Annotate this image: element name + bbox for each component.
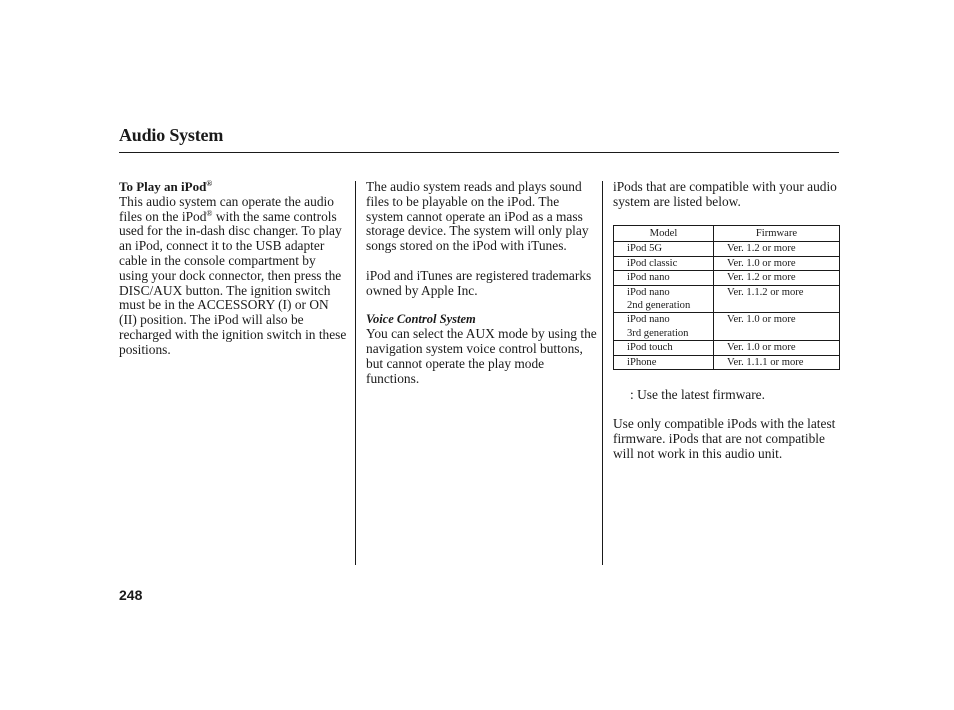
column-right-closing <box>613 417 843 461</box>
section-heading-ipod <box>119 180 347 195</box>
column-divider-left <box>355 181 356 565</box>
trademark-paragraph: iPod and iTunes are registered trademarks owned by Apple Inc. <box>366 267 592 298</box>
section-heading-text: To Play an iPod <box>119 179 207 194</box>
voice-control-paragraph: You can select the AUX mode by using the navigation system voice control buttons, but cannot operate the play mode functions. <box>366 326 597 386</box>
table-header-row <box>614 226 840 242</box>
page-title: Audio System <box>119 125 224 145</box>
title-divider <box>119 152 839 153</box>
table-row <box>614 355 840 369</box>
table-row <box>614 341 840 355</box>
model-cell: iPod 5G <box>614 242 714 256</box>
model-generation: 2nd generation <box>627 300 691 312</box>
voice-control-heading: Voice Control System <box>366 312 476 327</box>
firmware-cell: Ver. 1.0 or more <box>714 313 840 341</box>
firmware-cell: Ver. 1.1.1 or more <box>714 355 840 369</box>
ipod-instructions-part2: with the same controls used for the in-dash disc changer. To play an iPod, connect it to the USB adapter cable in the console compartment by using your dock connector, then press the DISC/AUX button. The ignition switch must be in the ACCESSORY (I) or ON (II) position. The iPod will also be recharged with the ignition switch in these positions. <box>119 208 347 357</box>
firmware-cell: Ver. 1.0 or more <box>714 341 840 355</box>
table-row <box>614 285 840 313</box>
column-left <box>119 180 347 358</box>
registered-mark: ® <box>206 208 213 218</box>
firmware-note: : Use the latest firmware. <box>630 387 765 402</box>
table-row <box>614 242 840 256</box>
firmware-cell: Ver. 1.0 or more <box>714 256 840 270</box>
model-cell: iPod nano <box>614 271 714 285</box>
table-row <box>614 256 840 270</box>
compatibility-intro: iPods that are compatible with your audio system are listed below. <box>613 179 837 209</box>
page-number: 248 <box>119 587 143 603</box>
model-cell <box>614 313 714 341</box>
playback-paragraph: The audio system reads and plays sound files to be playable on the iPod. The system cannot operate an iPod as a mass storage device. The system will only play songs stored on the iPod with iTunes. <box>366 179 589 254</box>
column-right-intro <box>613 180 841 210</box>
model-cell: iPhone <box>614 355 714 369</box>
model-cell: iPod touch <box>614 341 714 355</box>
table-header-model: Model <box>614 226 714 242</box>
model-cell: iPod classic <box>614 256 714 270</box>
model-name: iPod nano <box>627 314 670 326</box>
firmware-cell: Ver. 1.1.2 or more <box>714 285 840 313</box>
firmware-cell: Ver. 1.2 or more <box>714 242 840 256</box>
model-cell <box>614 285 714 313</box>
ipod-instructions-part1: This audio system can operate the audio files on the iPod <box>119 193 334 224</box>
table-row <box>614 271 840 285</box>
registered-mark: ® <box>206 179 213 188</box>
column-middle <box>366 180 598 386</box>
firmware-cell: Ver. 1.2 or more <box>714 271 840 285</box>
model-name: iPod nano <box>627 286 670 298</box>
model-generation: 3rd generation <box>627 327 689 339</box>
table-row <box>614 313 840 341</box>
compatibility-warning: Use only compatible iPods with the latest firmware. iPods that are not compatible will not work in this audio unit. <box>613 416 836 461</box>
ipod-instructions <box>119 195 347 358</box>
table-header-firmware: Firmware <box>714 226 840 242</box>
column-divider-right <box>602 181 603 565</box>
compatibility-table <box>613 225 840 370</box>
